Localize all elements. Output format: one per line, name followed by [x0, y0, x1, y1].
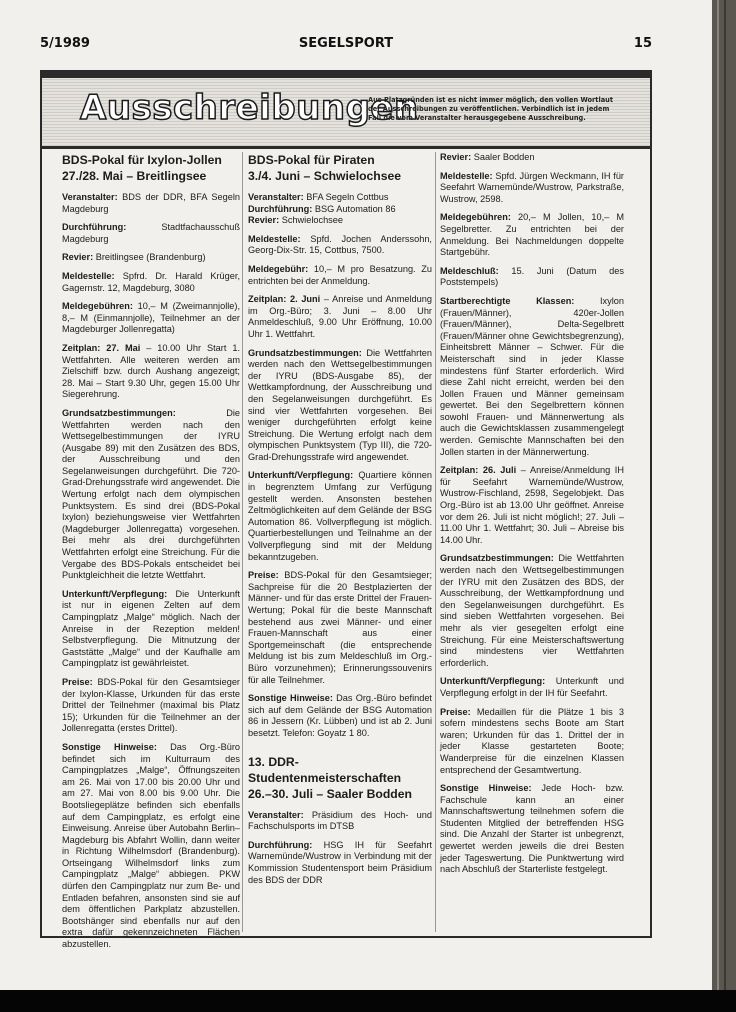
- running-header: [40, 36, 652, 52]
- scan-bottom-edge: [0, 990, 736, 1012]
- paragraph: Durchführung: BSG Automation 86: [248, 203, 396, 214]
- paragraph: Veranstalter: BFA Segeln Cottbus: [248, 192, 389, 202]
- issue-number: 5/1989: [40, 36, 90, 51]
- article-subtitle: 27./28. Mai – Breitlingsee: [62, 169, 207, 183]
- paragraph: Durchführung: HSG IH für Seefahrt Warnemünde/Wustrow in Verbindung mit der Kommission Studentensport beim Präsidium des BDS der DDR: [248, 839, 432, 885]
- paragraph: Grundsatzbestimmungen: Die Wettfahrten werden nach den Wettsegelbestimmungen der IYRU (Ausgabe 89) mit den Zusätzen des BDS, der Ausschreibung und den Segelanweisungen durchgeführt. Die 720-Grad-Drehungsstrafe wird angewendet. Die Wertung erfolgt nach dem olympischen Punktsystem. Es sind drei (BDS-Pokal Ixylon) beziehungsweise vier Wettfahrten (Magdeburger Jollenregatta) vorgesehen. Bei mehr als drei durchgeführten Wettfahrten erfolgt eine Streichung. Für die Vergabe des BDS-Pokals entscheidet bei Punktgleichheit die letzte Wettfahrt.: [62, 407, 240, 581]
- announcements-frame: [40, 70, 652, 950]
- paragraph: Revier: Schwielochsee: [248, 215, 343, 226]
- paragraph: Preise: Medaillen für die Plätze 1 bis 3 sofern mindestens sechs Boote am Start waren; Urkunden für das 1. Drittel der in jeder Klasse gestarteten Boote; Wanderpreise für die einzelnen Klassen entsprechend der Gesamtwertung.: [440, 706, 624, 775]
- paragraph: Veranstalter: Präsidium des Hoch- und Fachschulsports im DTSB: [248, 809, 432, 832]
- paragraph: Sonstige Hinweise: Das Org.-Büro befindet sich im Kulturraum des Campingplatzes „Malge“, Öffnungszeiten am 26. Mai von 17.00 bis 20.00 Uhr und am 27. Mai von 8.00 bis 9.00 Uhr. Die Bootsliegeplätze befinden sich ebenfalls auf dem Campingplatz, es erfolgt eine Einweisung. Anreise über Autobahn Berlin–Magdeburg bis Abfahrt Wollin, dann weiter in Richtung Wilhelmsdorf (Brandenburg). Ortseingang Wilhelmsdorf links zum Campingplatz „Malge“ abbiegen. PKW dürfen den Campingplatz nur zum Be- und Entladen befahren, ansonsten sind sie auf dem öffentlichen Parkplatz abzustellen. Bootshänger sind ebenfalls nur auf den extra dafür gekennzeichneten Flächen abzustellen.: [62, 741, 240, 950]
- section-banner: [42, 72, 650, 149]
- paragraph: Grundsatzbestimmungen: Die Wettfahrten werden nach den Wettsegelbestimmungen der IYRU mit den Zusätzen des BDS, der Ausschreibung, der Wettkampfordnung und den Segelanweisungen durchgeführt. Es sind sieben Wettfahrten vorgesehen. Bei mehr als vier gesegelten erfolgt eine Streichung. Für eine Meisterschaftswertung sind mindestens vier Wettfahrten erforderlich.: [440, 553, 624, 668]
- section-title: Ausschreibungen: [80, 88, 419, 128]
- article-title: 13. DDR-Studentenmeisterschaften: [248, 754, 402, 785]
- paragraph: Meldegebühren: 10,– M (Zweimannjolle), 8,– M (Einmannjolle), Teilnehmer an der Magdeburger Jollenregatta): [62, 301, 240, 335]
- paragraph: Zeitplan: 2. Juni – Anreise und Anmeldung im Org.-Büro; 3. Juni – 8.00 Uhr Anmeldeschluß, 9.00 Uhr Eröffnung, 10.00 Uhr 1. Wettfahrt.: [248, 294, 432, 339]
- paragraph: Meldestelle: Spfrd. Dr. Harald Krüger, Gagernstr. 12, Magdeburg, 3080: [62, 270, 240, 293]
- column-2: [248, 152, 432, 893]
- paragraph: Durchführung: Stadtfachausschuß Magdeburg: [62, 222, 240, 244]
- paragraph: Meldestelle: Spfd. Jürgen Weckmann, IH für Seefahrt Warnemünde/Wustrow, Parkstraße, Wustrow, 2598.: [440, 170, 624, 204]
- paragraph: Grundsatzbestimmungen: Die Wettfahrten werden nach den Wettsegelbestimmungen der IYRU (BDS-Ausgabe 85), der Wettkampfordnung, der Ausschreibung und den Segelanweisungen durchgeführt. Es sind vier Wettfahrten vorgesehen. Bei weniger durchgeführten erfolgt keine Streichung. Die Wertung erfolgt nach dem olympischen Punktsystem (Typ III), die 720-Grad-Drehungsstrafe wird angewendet.: [248, 347, 432, 462]
- paragraph: Unterkunft/Verpflegung: Die Unterkunft ist nur in eigenen Zelten auf dem Campingplatz „Malge“ möglich. Nach der Anreise in der Rezeption melden! Selbstverpflegung. Die Mitnutzung der Gaststätte „Malge“ und der Kaufhalle am Campingplatz ist gewährleistet.: [62, 588, 240, 669]
- article-heading-ixylon: [62, 152, 240, 184]
- article-subtitle: 3./4. Juni – Schwielochsee: [248, 169, 402, 183]
- paragraph: Unterkunft/Verpflegung: Quartiere können in begrenztem Umfang zur Verfügung gestellt werden. Ansonsten bestehen Zeltmöglichkeiten auf dem Gelände der BSG Automation 86. Vollverpflegung ist möglich. Quartierbestellungen und Teilnahme an der Vollverpflegung sind mit der Meldung bekanntzugeben.: [248, 470, 432, 562]
- paragraph: Veranstalter: BDS der DDR, BFA Segeln Magdeburg: [62, 192, 240, 214]
- page-number: 15: [633, 36, 652, 51]
- paragraph: Meldegebühr: 10,– M pro Besatzung. Zu entrichten bei der Anmeldung.: [248, 263, 432, 286]
- paragraph: Sonstige Hinweise: Jede Hoch- bzw. Fachschule kann an einer Mannschaftswertung teilnehmen sofern die Studenten Mitglied der betreffenden HSG sind. Die Anzahl der Starter ist unbegrenzt, gewertet werden jeweils die drei Besten jeder Tageswertung. Die Punktwertung wird nach Abschluß der Starterliste festgelegt.: [440, 783, 624, 875]
- paragraph: Meldeschluß: 15. Juni (Datum des Poststempels): [440, 265, 624, 288]
- spine-line: [724, 0, 726, 990]
- paragraph: Startberechtigte Klassen: Ixylon (Frauen/Männer), 420er-Jollen (Frauen/Männer), Delta-Segelbrett (Frauen/Männer ohne Gewichtsbegrenzung), Einheitsbrett Männer – Schwer. Für die Meisterschaft sind in jeder Klasse mindestens fünf Starter erforderlich. Wird diese Zahl nicht erreicht, werden bei den Jollen Frauen und Männer gemeinsam gewertet. Bei den Segelbrettern können sowohl Frauen- und Männerwertung als auch die Gewichtsklassen zusammengelegt werden. Gemischte Mannschaften bei den Jollen starten in der Männerwertung.: [440, 295, 624, 457]
- paragraph: Unterkunft/Verpflegung: Unterkunft und Verpflegung erfolgt in der IH für Seefahrt.: [440, 676, 624, 698]
- paragraph: Revier: Saaler Bodden: [440, 152, 535, 162]
- paragraph: Zeitplan: 27. Mai – 10.00 Uhr Start 1. Wettfahrten. Alle weiteren werden am Zielschiff bzw. durch Aushang angezeigt; 28. Mai – Start 9.30 Uhr, gegen 15.00 Uhr Siegerehrung.: [62, 342, 241, 400]
- paragraph: Meldestelle: Spfd. Jochen Anderssohn, Georg-Dix-Str. 15, Cottbus, 7500.: [248, 233, 432, 256]
- column-1: [62, 152, 240, 958]
- article-subtitle: 26.–30. Juli – Saaler Bodden: [248, 786, 412, 801]
- column-3: [440, 152, 624, 883]
- column-rule-1: [242, 152, 243, 932]
- paragraph: Meldegebühren: 20,– M Jollen, 10,– M Segelbretter. Zu entrichten bei der Anmeldung. Bei Nachmeldungen doppelte Startgebühr.: [440, 212, 624, 258]
- spine-line: [717, 0, 719, 990]
- paragraph: Zeitplan: 26. Juli – Anreise/Anmeldung IH für Seefahrt Warnemünde/Wustrow, Wustrow-Fischland, 2598, Segelobjekt. Das Org.-Büro ist ab 13.00 Uhr geöffnet. Anreise vor dem 26. Juli ist nicht möglich!; 27. Juli – 11.00 Uhr 1. Wettfahrt; 30. Juli – Abreise bis 14.00 Uhr.: [440, 465, 624, 545]
- paragraph: Revier: Breitlingsee (Brandenburg): [62, 252, 206, 263]
- paragraph: Sonstige Hinweise: Das Org.-Büro befindet sich auf dem Gelände der BSG Automation 86 in Jessern (Kr. Lübben) und ist ab 2. Juni besetzt. Telefon: Goyatz 1 80.: [248, 693, 432, 738]
- paragraph: Preise: BDS-Pokal für den Gesamtsieger; Sachpreise für die 20 Bestplazierten der Männer- und für das erste Drittel der Frauen-Wertung; Pokal für die beste Mannschaft bestehend aus zwei Männer- und einer Frauen-Mannschaft aus einer Sportgemeinschaft (die entsprechende Meldung ist bis zum Meldeschluß im Org.-Büro vorzunehmen); Erinnerungssouvenirs für alle Teilnehmer.: [248, 570, 432, 685]
- column-rule-2: [435, 152, 436, 932]
- book-spine: [712, 0, 736, 990]
- banner-top-band: [42, 72, 650, 78]
- banner-note: Aus Platzgründen ist es nicht immer möglich, den vollen Wortlaut der Ausschreibungen zu veröffentlichen. Verbindlich ist in jedem Fall die vom Veranstalter herausgegebene Ausschreibung.: [368, 96, 614, 122]
- article-title: BDS-Pokal für Ixylon-Jollen: [62, 153, 222, 167]
- article-heading-piraten: [248, 152, 432, 184]
- paragraph: Preise: BDS-Pokal für den Gesamtsieger der Ixylon-Klasse, Urkunden für das erste Drittel der Teilnehmer (maximal bis Platz 15); Urkunden für die Teilnehmer an der Jollenregatta (erstes Drittel).: [62, 676, 240, 734]
- article-heading-studenten: [248, 754, 432, 802]
- magazine-name: SEGELSPORT: [298, 36, 394, 51]
- article-title: BDS-Pokal für Piraten: [248, 153, 375, 167]
